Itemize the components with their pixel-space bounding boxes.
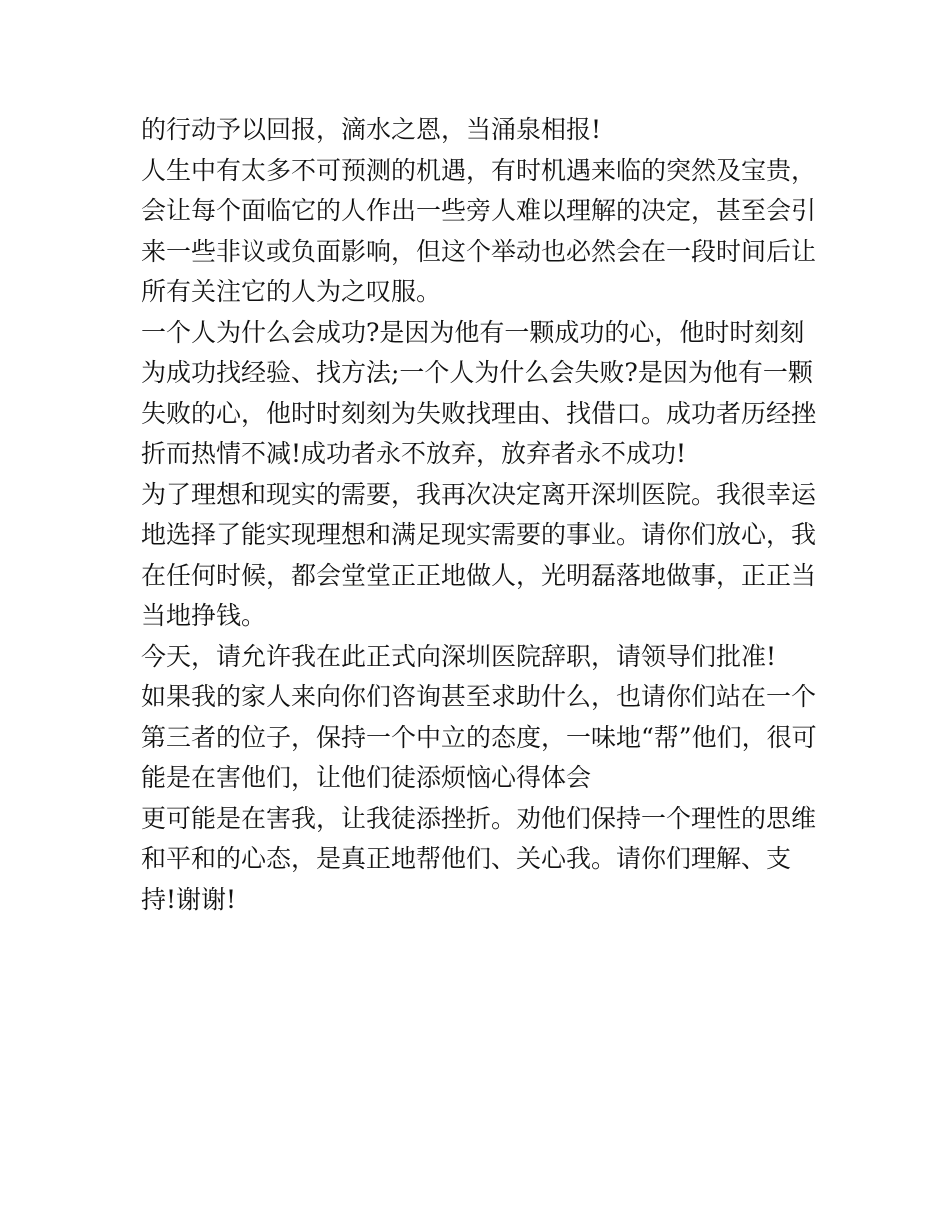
- text-line: 的行动予以回报，滴水之恩，当涌泉相报!: [141, 115, 602, 144]
- text-line: 更可能是在害我，让我徒添挫折。劝他们保持一个理性的思维: [141, 803, 817, 833]
- text-line: 为了理想和现实的需要，我再次决定离开深圳医院。我很幸运: [141, 479, 817, 509]
- text-line: 失败的心，他时时刻刻为失败找理由、找借口。成功者历经挫: [141, 398, 817, 428]
- text-line: 一个人为什么会成功?是因为他有一颗成功的心，他时时刻刻: [141, 317, 805, 347]
- document-body: [141, 110, 821, 920]
- text-line: 如果我的家人来向你们咨询甚至求助什么，也请你们站在一个: [141, 682, 817, 711]
- text-line: 当地挣钱。: [141, 601, 267, 630]
- text-line: 会让每个面临它的人作出一些旁人难以理解的决定，甚至会引: [141, 196, 817, 225]
- text-line: 折而热情不减!成功者永不放弃，放弃者永不成功!: [141, 439, 687, 468]
- text-line: 人生中有太多不可预测的机遇，有时机遇来临的突然及宝贵，: [141, 155, 817, 185]
- text-line: 和平和的心态，是真正地帮他们、关心我。请你们理解、支: [141, 844, 792, 873]
- text-line: 为成功找经验、找方法;一个人为什么会失败?是因为他有一颗: [141, 358, 813, 387]
- text-line: 今天，请允许我在此正式向深圳医院辞职，请领导们批准!: [141, 641, 777, 671]
- text-line: 来一些非议或负面影响，但这个举动也必然会在一段时间后让: [141, 236, 817, 266]
- text-line: 所有关注它的人为之叹服。: [141, 277, 442, 306]
- text-line: 在任何时候，都会堂堂正正地做人，光明磊落地做事，正正当: [141, 560, 817, 590]
- text-line: 地选择了能实现理想和满足现实需要的事业。请你们放心，我: [141, 520, 817, 549]
- text-line: 第三者的位子，保持一个中立的态度，一味地“帮”他们，很可: [141, 722, 817, 752]
- text-line: 持!谢谢!: [141, 884, 237, 914]
- text-line: 能是在害他们，让他们徒添烦恼心得体会: [141, 763, 592, 792]
